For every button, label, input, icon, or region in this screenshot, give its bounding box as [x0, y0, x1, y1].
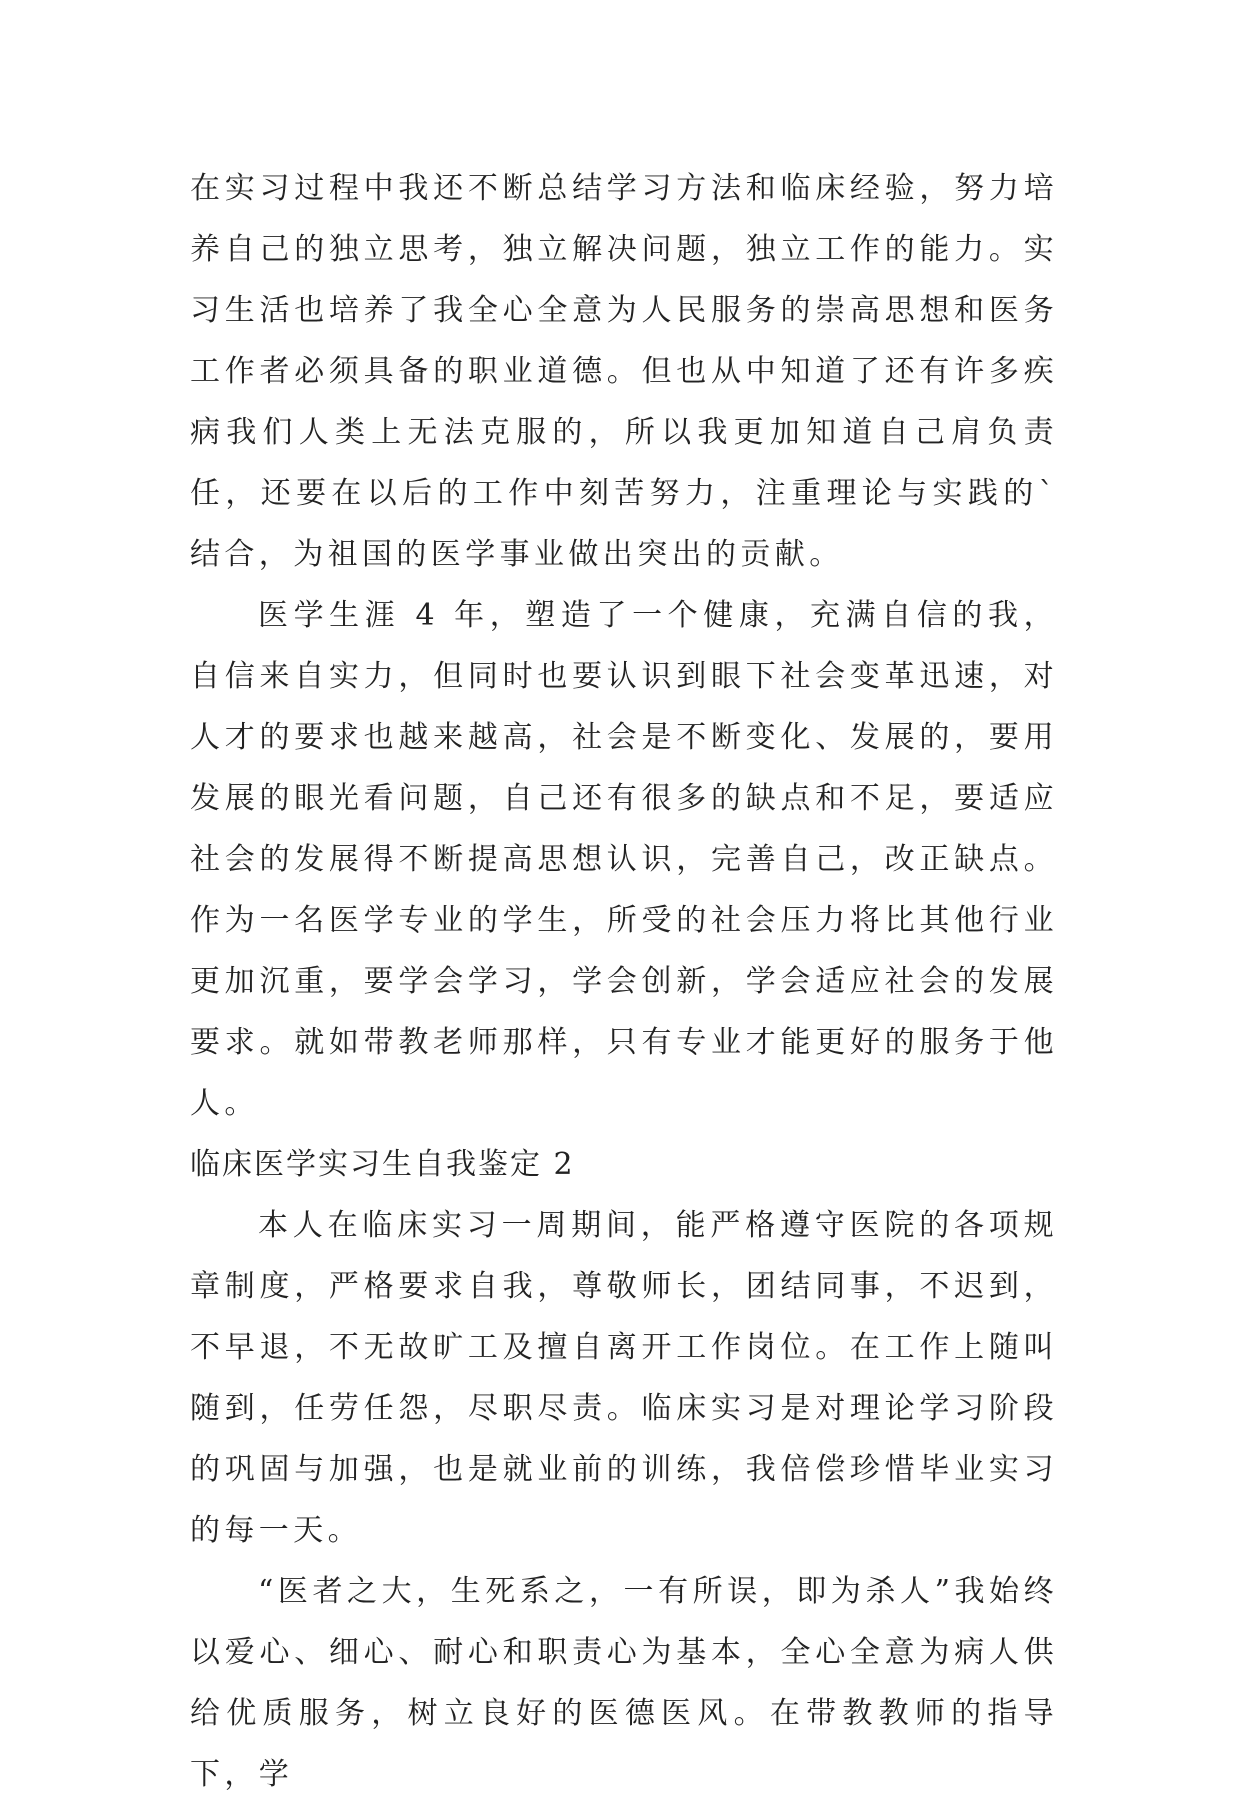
- paragraph-practice-summary: 在实习过程中我还不断总结学习方法和临床经验，努力培养自己的独立思考，独立解决问题，独立工作的能力。实习生活也培养了我全心全意为人民服务的崇高思想和医务工作者必须具备的职业道德。但也从中知道了还有许多疾病我们人类上无法克服的，所以我更加知道自己肩负责任，还要在以后的工作中刻苦努力，注重理论与实践的`结合，为祖国的医学事业做出突出的贡献。: [190, 171, 1058, 572]
- paragraph-medical-career: 医学生涯 4 年，塑造了一个健康，充满自信的我，自信来自实力，但同时也要认识到眼下社会变革迅速，对人才的要求也越来越高，社会是不断变化、发展的，要用发展的眼光看问题，自己还有很多的缺点和不足，要适应社会的发展得不断提高思想认识，完善自己，改正缺点。作为一名医学专业的学生，所受的社会压力将比其他行业更加沉重，要学会学习，学会创新，学会适应社会的发展要求。就如带教老师那样，只有专业才能更好的服务于他人。: [190, 598, 1058, 1121]
- document-body: [190, 158, 1058, 1805]
- paragraph-clinical-practice: 本人在临床实习一周期间，能严格遵守医院的各项规章制度，严格要求自我，尊敬师长，团结同事，不迟到，不早退，不无故旷工及擅自离开工作岗位。在工作上随叫随到，任劳任怨，尽职尽责。临床实习是对理论学习阶段的巩固与加强，也是就业前的训练，我倍偿珍惜毕业实习的每一天。: [190, 1208, 1058, 1548]
- section-heading: 临床医学实习生自我鉴定 2: [190, 1147, 575, 1182]
- paragraph-medical-ethics: “医者之大，生死系之，一有所误，即为杀人”我始终以爱心、细心、耐心和职责心为基本，全心全意为病人供给优质服务，树立良好的医德医风。在带教教师的指导下，学: [190, 1574, 1058, 1792]
